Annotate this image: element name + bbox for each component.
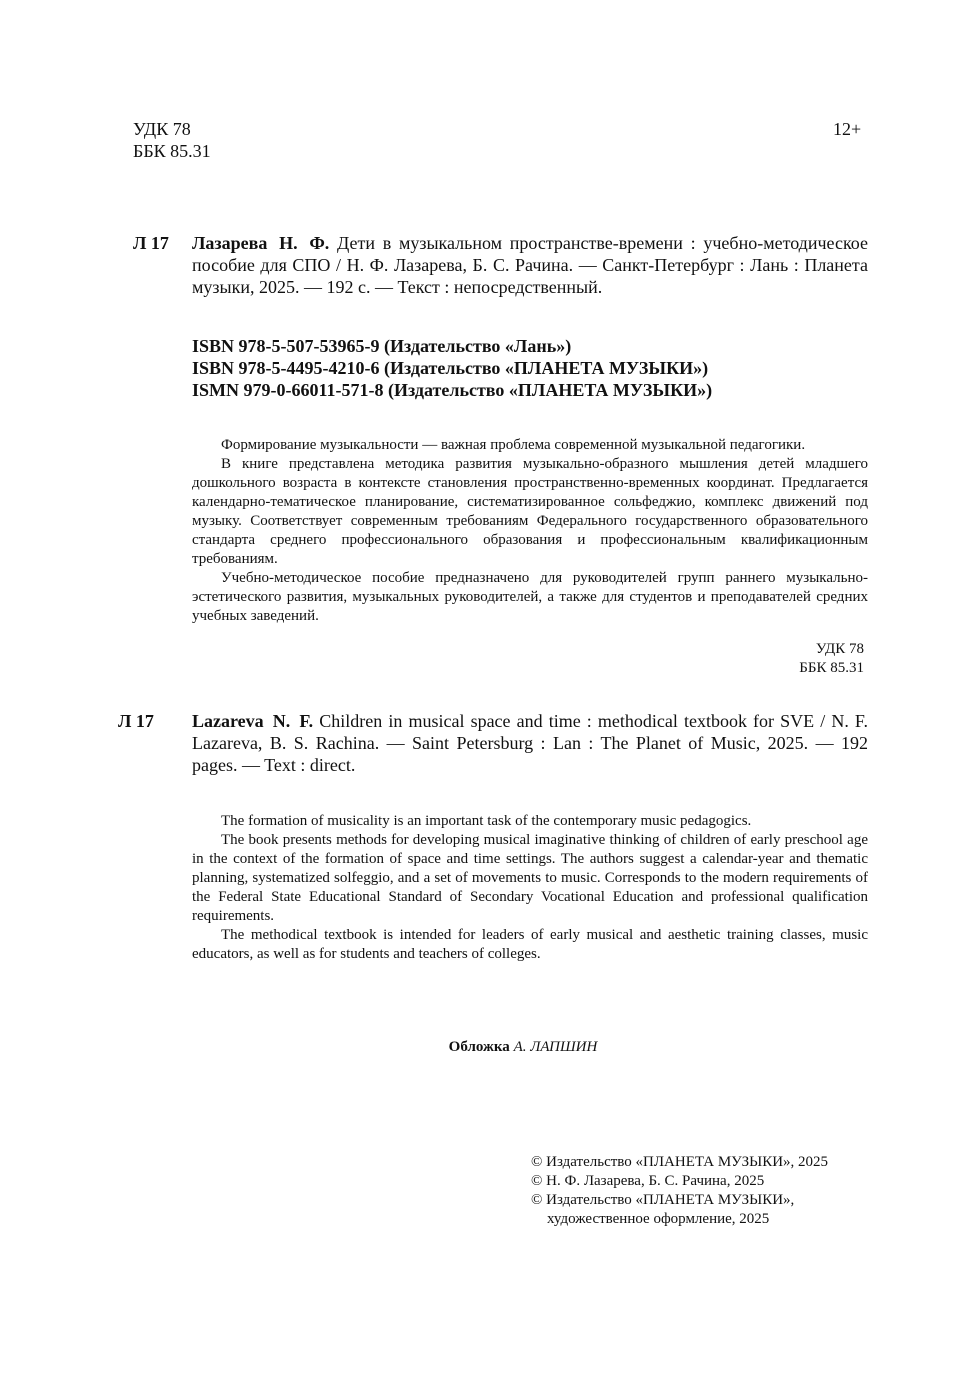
ru-record-index <box>133 232 169 254</box>
ru-abstract <box>192 436 868 626</box>
classification-block <box>799 640 864 678</box>
isbn-planeta: ISBN 978-5-4495-4210-6 (Издательство «ПЛАНЕТА МУЗЫКИ») <box>192 358 709 378</box>
ru-record-body <box>192 232 868 298</box>
ru-abstract-p3: Учебно-методическое пособие предназначено для руководителей групп раннего музыкально-эстетического развития, музыкальных руководителей, а также для студентов и преподавателей средних учебных заведений. <box>192 570 868 624</box>
copyright-line-3: © Издательство «ПЛАНЕТА МУЗЫКИ», <box>531 1192 795 1208</box>
header-classification <box>133 118 211 162</box>
classification-bbk: ББК 85.31 <box>799 660 864 676</box>
ismn-planeta: ISMN 979-0-66011-571-8 (Издательство «ПЛАНЕТА МУЗЫКИ») <box>192 380 713 400</box>
ru-abstract-p1: Формирование музыкальности — важная проблема современной музыкальной педагогики. <box>221 437 806 453</box>
en-abstract-p3: The methodical textbook is intended for leaders of early musical and aesthetic training classes, music educators, as well as for students and teachers of colleges. <box>192 927 868 962</box>
ru-author: Лазарева Н. Ф. <box>192 233 330 253</box>
en-index: Л 17 <box>118 711 154 731</box>
en-author: Lazareva N. F. <box>192 711 314 731</box>
en-description: Children in musical space and time : methodical textbook for SVE / N. F. Lazareva, B. S. Rachina. — Saint Petersburg : Lan : The Planet of Music, 2025. — 192 pages. — Text : direct. <box>192 711 868 775</box>
copyright-line-1: © Издательство «ПЛАНЕТА МУЗЫКИ», 2025 <box>531 1154 829 1170</box>
age-rating: 12+ <box>833 119 862 139</box>
ru-description: Дети в музыкальном пространстве-времени : учебно-методическое пособие для СПО / Н. Ф. Лазарева, Б. С. Рачина. — Санкт-Петербург : Лань : Планета музыки, 2025. — 192 с. — Текст : непосредственный. <box>192 233 868 297</box>
classification-udk: УДК 78 <box>815 641 864 657</box>
en-record-body <box>192 710 868 776</box>
cover-credit-label: Обложка <box>448 1039 510 1055</box>
copyright-line-4: художественное оформление, 2025 <box>547 1211 770 1227</box>
ru-index: Л 17 <box>133 233 169 253</box>
header-udk: УДК 78 <box>133 119 191 139</box>
header-bbk: ББК 85.31 <box>133 141 211 161</box>
isbn-block <box>192 335 712 401</box>
copyright-block <box>531 1153 828 1229</box>
cover-credit <box>0 1038 976 1057</box>
cover-credit-name: А. ЛАПШИН <box>513 1039 598 1055</box>
en-record-index <box>118 710 154 732</box>
ru-abstract-p2: В книге представлена методика развития музыкально-образного мышления детей младшего дошкольного возраста в контексте становления пространственно-временных координат. Предлагается календарно-тематическое планирование, систематизированное сольфеджио, комплекс движений под музыку. Соответствует современным требованиям Федерального государственного образовательного стандарта среднего профессионального образования и профессиональным квалификационным требованиям. <box>192 456 868 567</box>
en-abstract-p2: The book presents methods for developing musical imaginative thinking of children of early preschool age in the context of the formation of space and time settings. The authors suggest a calendar-year and thematic planning, systematized solfeggio, and a set of movements to music. Corresponds to the modern requirements of the Federal State Educational Standard of Secondary Vocational Education and professional qualification requirements. <box>192 832 868 924</box>
en-abstract-p1: The formation of musicality is an important task of the contemporary music pedagogics. <box>221 813 752 829</box>
copyright-line-2: © Н. Ф. Лазарева, Б. С. Рачина, 2025 <box>531 1173 765 1189</box>
en-abstract <box>192 812 868 964</box>
isbn-lan: ISBN 978-5-507-53965-9 (Издательство «Лань») <box>192 336 572 356</box>
